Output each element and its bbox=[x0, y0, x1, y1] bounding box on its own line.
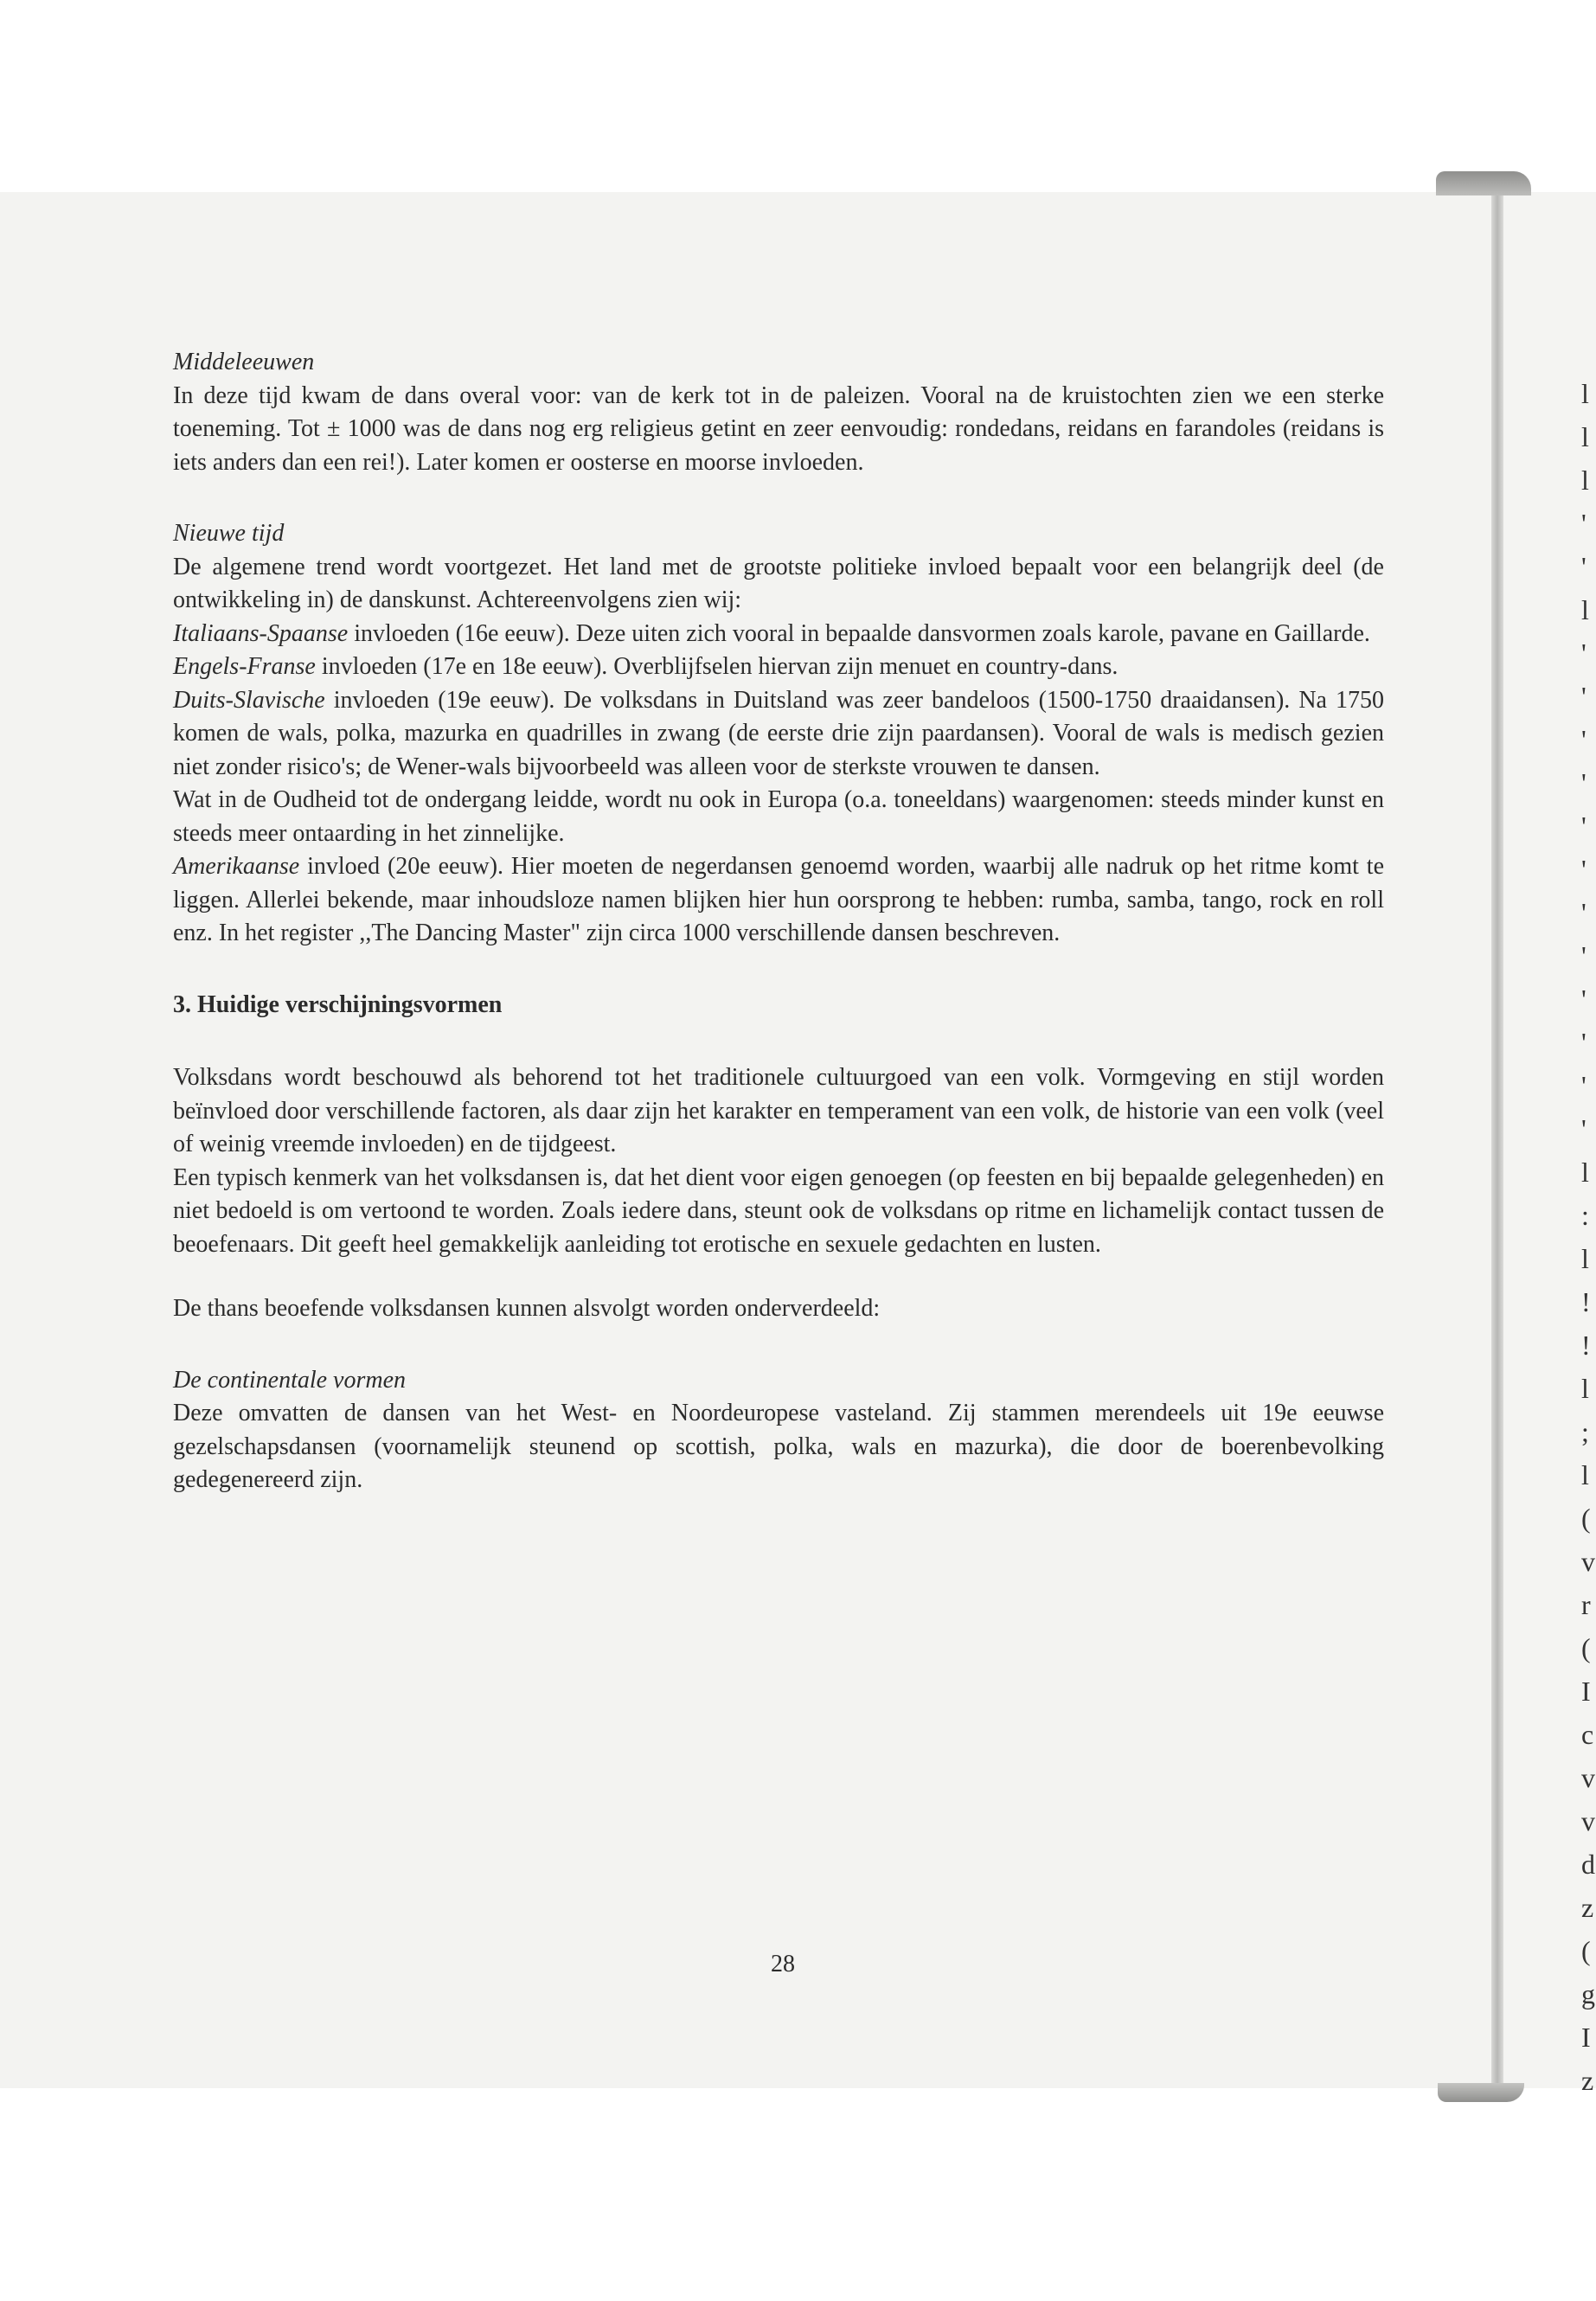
influence-text: invloeden (16e eeuw). Deze uiten zich vooral in bepaalde dansvormen zoals karole, pavane en Gaillarde. bbox=[348, 619, 1370, 647]
facing-page-letter: v bbox=[1581, 1762, 1595, 1793]
facing-page-letter: ' bbox=[1581, 940, 1586, 971]
facing-page-letter: ' bbox=[1581, 1027, 1586, 1058]
facing-page-letter: d bbox=[1581, 1849, 1595, 1880]
influence-name: Amerikaanse bbox=[173, 853, 300, 880]
facing-page-letter: l bbox=[1581, 1243, 1589, 1274]
book-spine bbox=[1491, 192, 1503, 2088]
paragraph-oudheid: Wat in de Oudheid tot de ondergang leidde, wordt nu ook in Europa (o.a. toneeldans) waargenomen: steeds minder kunst en steeds meer ontaarding in het zinnelijke. bbox=[173, 786, 1384, 847]
facing-page-letter: l bbox=[1581, 378, 1589, 409]
facing-page-letter: c bbox=[1581, 1719, 1594, 1750]
facing-page-letter: ( bbox=[1581, 1503, 1591, 1534]
facing-page-letter: I bbox=[1581, 1676, 1591, 1707]
facing-page-letter: z bbox=[1581, 2065, 1594, 2096]
facing-page-letter: ' bbox=[1581, 811, 1586, 842]
page-content bbox=[173, 346, 1384, 1497]
heading-middeleeuwen: Middeleeuwen bbox=[173, 349, 315, 375]
binding-clip-bottom bbox=[1438, 2083, 1524, 2102]
facing-page-letter: l bbox=[1581, 1373, 1589, 1404]
facing-page-letter: ' bbox=[1581, 508, 1586, 539]
facing-page-letter: v bbox=[1581, 1805, 1595, 1836]
facing-page-letter: ' bbox=[1581, 681, 1586, 712]
facing-page-letter: ' bbox=[1581, 638, 1586, 669]
heading-continentale-vormen: De continentale vormen bbox=[173, 1366, 407, 1394]
paragraph-middeleeuwen: In deze tijd kwam de dans overal voor: van de kerk tot in de paleizen. Vooral na de kruistochten zien we een sterke toeneming. Tot ± 1000 was de dans nog erg religieus getint en zeer eenvoudig: rondedans, reidans en farandoles (reidans is iets anders dan een rei!). Later komen er oosterse en moorse invloeden. bbox=[173, 381, 1384, 476]
facing-page-letter: ' bbox=[1581, 897, 1586, 928]
paragraph-huidige-2: Een typisch kenmerk van het volksdansen is, dat het dient voor eigen genoegen (op feesten en bij bepaalde gelegenheden) en niet bedoeld is om vertoond te worden. Zoals iedere dans, steunt ook de volksdans op ritme en lichamelijk contact tussen de beoefenaars. Dit geeft heel gemakkelijk aanleiding tot erotische en sexuele gedachten en lusten. bbox=[173, 1163, 1384, 1258]
influence-text: invloed (20e eeuw). Hier moeten de negerdansen genoemd worden, waarbij alle nadruk op het ritme komt te liggen. Allerlei bekende, maar inhoudsloze namen blijken hier hun oorsprong te hebben: rumba, samba, tango, rock en roll enz. In het register ,,The Dancing Master" zijn circa 1000 verschillende dansen beschreven. bbox=[173, 853, 1384, 946]
facing-page-letter: r bbox=[1581, 1589, 1591, 1620]
facing-page-letter: ! bbox=[1581, 1286, 1591, 1317]
paragraph-influence-engels-franse bbox=[173, 651, 1384, 684]
facing-page-letter: l bbox=[1581, 1157, 1589, 1188]
facing-page-letter: l bbox=[1581, 594, 1589, 625]
facing-page-letter: I bbox=[1581, 2022, 1591, 2053]
paragraph-amerikaanse bbox=[173, 850, 1384, 951]
binding-clip-top bbox=[1436, 171, 1531, 195]
influence-name: Engels-Franse bbox=[173, 653, 316, 680]
heading-nieuwe-tijd: Nieuwe tijd bbox=[173, 520, 285, 547]
facing-page-letter: l bbox=[1581, 1459, 1589, 1490]
page-number: 28 bbox=[771, 1951, 795, 1977]
influence-name: Italiaans-Spaanse bbox=[173, 619, 349, 647]
influence-text: invloeden (19e eeuw). De volksdans in Duitsland was zeer bandeloos (1500-1750 draaidansen). Na 1750 komen de wals, polka, mazurka en quadrilles in zwang (de eerste drie zijn paardansen). Vooral de wals is medisch gezien niet zonder risico's; de Wener-wals bijvoorbeeld was alleen voor de sterkste vrouwen te dansen. bbox=[173, 686, 1384, 780]
paragraph-huidige-1: Volksdans wordt beschouwd als behorend tot het traditionele cultuurgoed van een volk. Vormgeving en stijl worden beïnvloed door verschillende factoren, als daar zijn het karakter en temperament van een volk, de historie van een volk (veel of weinig vreemde invloeden) en de tijdgeest. bbox=[173, 1064, 1384, 1157]
facing-page-letters bbox=[1581, 372, 1596, 2102]
facing-page-letter: v bbox=[1581, 1546, 1595, 1577]
influence-text: invloeden (17e en 18e eeuw). Overblijfselen hiervan zijn menuet en country-dans. bbox=[315, 653, 1118, 680]
paragraph-influence-duits-slavische bbox=[173, 684, 1384, 785]
facing-page-letter: ' bbox=[1581, 724, 1586, 755]
influence-name: Duits-Slavische bbox=[173, 686, 325, 714]
paragraph-influence-italiaans-spaanse bbox=[173, 618, 1384, 651]
facing-page-letter: ( bbox=[1581, 1935, 1591, 1966]
facing-page-letter: : bbox=[1581, 1200, 1589, 1231]
facing-page-letter: ' bbox=[1581, 1113, 1586, 1144]
facing-page-letter: l bbox=[1581, 465, 1589, 496]
facing-page-letter: ; bbox=[1581, 1416, 1589, 1447]
facing-page-letter: ' bbox=[1581, 984, 1586, 1015]
paragraph-continentale: Deze omvatten de dansen van het West- en Noordeuropese vasteland. Zij stammen merendeels uit 19e eeuwse gezelschapsdansen (voornamelijk steunend op scottish, polka, wals en mazurka), die door de boerenbevolking gedegenereerd zijn. bbox=[173, 1400, 1384, 1493]
facing-page-letter: g bbox=[1581, 1978, 1595, 2009]
facing-page-letter: z bbox=[1581, 1892, 1594, 1923]
facing-page-letter: ' bbox=[1581, 551, 1586, 582]
facing-page-letter: ! bbox=[1581, 1330, 1591, 1361]
facing-page-letter: ' bbox=[1581, 767, 1586, 798]
facing-page-letter: ' bbox=[1581, 854, 1586, 885]
facing-page-letter: ( bbox=[1581, 1632, 1591, 1663]
facing-page-letter: ' bbox=[1581, 1070, 1586, 1101]
facing-page-letter: l bbox=[1581, 421, 1589, 452]
paragraph-nieuwe-tijd-intro: De algemene trend wordt voortgezet. Het land met de grootste politieke invloed bepaalt voor een belangrijk deel (de ontwikkeling in) de danskunst. Achtereenvolgens zien wij: bbox=[173, 553, 1384, 613]
paragraph-huidige-3: De thans beoefende volksdansen kunnen alsvolgt worden onderverdeeld: bbox=[173, 1295, 881, 1322]
heading-huidige-verschijningsvormen: 3. Huidige verschijningsvormen bbox=[173, 990, 503, 1018]
